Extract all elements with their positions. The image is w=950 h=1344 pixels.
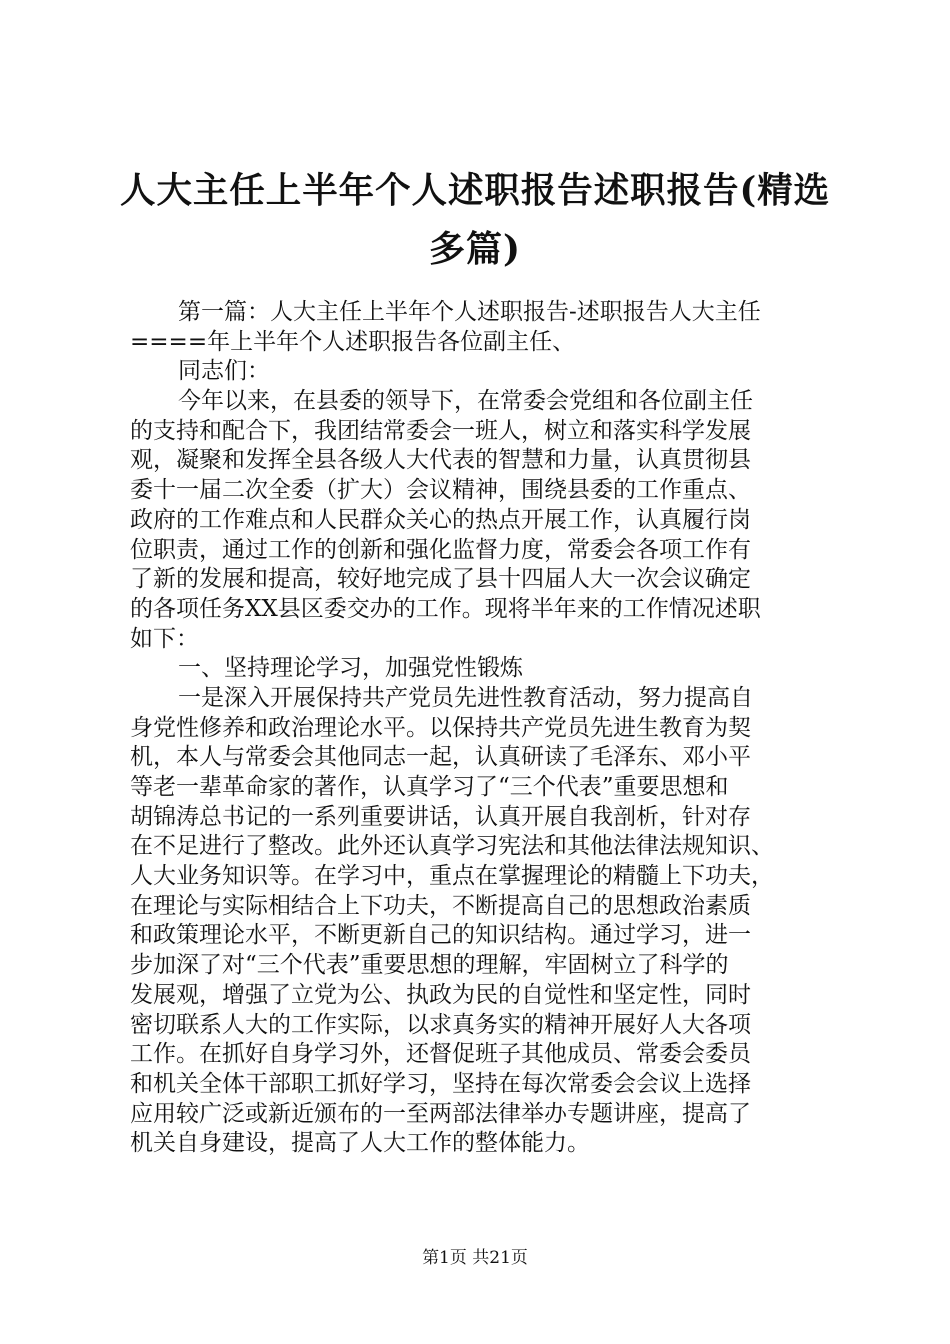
- body-line: 的各项任务XX县区委交办的工作。现将半年来的工作情况述职: [130, 595, 761, 622]
- body-line: 一是深入开展保持共产党员先进性教育活动，努力提高自: [178, 684, 753, 711]
- document-title: [120, 162, 830, 278]
- title-line-1: 人大主任上半年个人述职报告述职报告(精选: [120, 170, 831, 211]
- body-line: 胡锦涛总书记的一系列重要讲话，认真开展自我剖析，针对存: [130, 803, 751, 830]
- body-line: 在理论与实际相结合上下功夫，不断提高自己的思想政治素质: [130, 892, 751, 919]
- body-line: 发展观，增强了立党为公、执政为民的自觉性和坚定性，同时: [130, 981, 751, 1008]
- body-line: 机关自身建设，提高了人大工作的整体能力。: [130, 1130, 590, 1157]
- body-line: 观，凝聚和发挥全县各级人大代表的智慧和力量，认真贯彻县: [130, 447, 751, 474]
- body-line: 的支持和配合下，我团结常委会一班人，树立和落实科学发展: [130, 417, 751, 444]
- body-line: 同志们：: [178, 358, 270, 385]
- page-footer: 第1页 共21页: [422, 1248, 528, 1268]
- body-line: 了新的发展和提高，较好地完成了县十四届人大一次会议确定: [130, 566, 751, 593]
- body-line: 位职责，通过工作的创新和强化监督力度，常委会各项工作有: [130, 536, 751, 563]
- body-line: 如下：: [130, 625, 199, 652]
- body-line: 密切联系人大的工作实际，以求真务实的精神开展好人大各项: [130, 1011, 751, 1038]
- body-line: 委十一届二次全委（扩大）会议精神，围绕县委的工作重点、: [130, 477, 751, 504]
- body-line: 身党性修养和政治理论水平。以保持共产党员先进生教育为契: [130, 714, 751, 741]
- body-line: 步加深了对“三个代表”重要思想的理解，牢固树立了科学的: [130, 952, 729, 979]
- document-body: [130, 298, 830, 1159]
- body-line: 等老一辈革命家的著作，认真学习了“三个代表”重要思想和: [130, 774, 729, 800]
- body-line: 一、坚持理论学习，加强党性锻炼: [178, 655, 523, 682]
- body-line: 在不足进行了整改。此外还认真学习宪法和其他法律法规知识、: [130, 833, 774, 860]
- body-line: 应用较广泛或新近颁布的一至两部法律举办专题讲座，提高了: [130, 1100, 751, 1127]
- body-line: 和机关全体干部职工抓好学习，坚持在每次常委会会议上选择: [130, 1070, 751, 1097]
- body-line: ====年上半年个人述职报告各位副主任、: [130, 328, 576, 355]
- body-line: 人大业务知识等。在学习中，重点在掌握理论的精髓上下功夫，: [130, 863, 774, 890]
- body-line: 第一篇：人大主任上半年个人述职报告-述职报告人大主任: [178, 299, 761, 325]
- body-line: 工作。在抓好自身学习外，还督促班子其他成员、常委会委员: [130, 1041, 751, 1068]
- title-line-2: 多篇): [428, 228, 522, 270]
- body-line: 机，本人与常委会其他同志一起，认真研读了毛泽东、邓小平: [130, 744, 751, 771]
- body-line: 和政策理论水平，不断更新自己的知识结构。通过学习，进一: [130, 922, 751, 949]
- body-line: 政府的工作难点和人民群众关心的热点开展工作，认真履行岗: [130, 506, 751, 533]
- body-line: 今年以来，在县委的领导下，在常委会党组和各位副主任: [178, 388, 753, 415]
